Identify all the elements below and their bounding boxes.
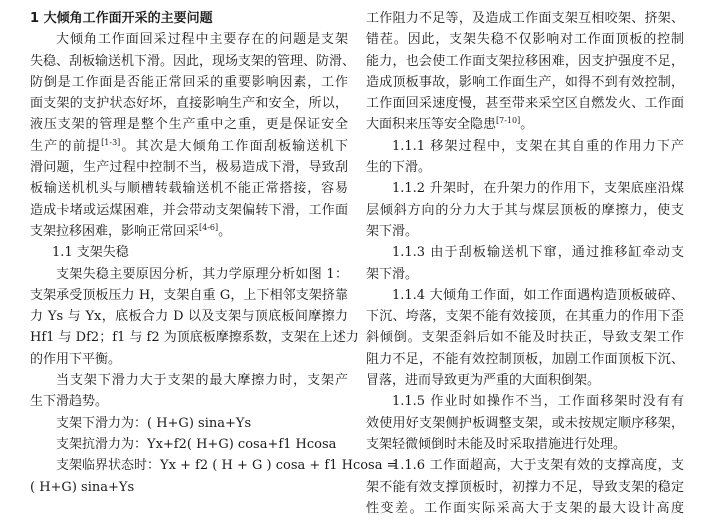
item-line: 1.1.5 作业时如操作不当，工作面移架时没有有 [392, 394, 684, 410]
right-column [366, 8, 684, 519]
paragraph-line: 造成顶板事故，影响工作面生产，如得不到有效控制， [366, 74, 684, 90]
text-run: 大面积来压等安全隐患 [366, 117, 497, 133]
paragraph-line: 液压支架的管理是整个生产重中之重，更是保证安全 [30, 117, 348, 133]
item-line: 冒落，进而导致更为严重的大面积倒架。 [366, 373, 601, 389]
item-line: 1.1.1 移架过程中，支架在其自重的作用力下产 [392, 138, 684, 154]
paragraph-line: 当支架下滑力大于支架的最大摩擦力时，支架产 [56, 373, 348, 389]
text-run: 。 [520, 117, 534, 133]
equation: 支架抗滑力为：Yx+f2( H+G) cosa+f1 Hcosa [56, 436, 337, 452]
item-line: 层倾斜方向的分力大于其与煤层顶板的摩擦力，使支 [366, 202, 684, 218]
item-line: 1.1.2 升架时，在升架力的作用下，支架底座沿煤 [392, 181, 684, 197]
item-line: 1.1.3 由于刮板输送机下窜，通过推移缸牵动支 [392, 245, 684, 261]
left-column [30, 8, 398, 498]
paragraph-line: 造成卡堵或运煤困难，并会带动支架偏转下滑，工作面 [30, 202, 348, 218]
item-line: 架下滑。 [366, 266, 419, 282]
item-line: 下沉、垮落，支架不能有效接顶，在其重力的作用下歪 [366, 309, 684, 325]
citation: [7-10] [496, 116, 521, 126]
text-run: 生产的前提 [30, 138, 102, 154]
paragraph-line: 大倾角工作面回采过程中主要存在的问题是支架 [56, 32, 348, 48]
text-run: 。其次是大倾角工作面刮板输送机下 [120, 138, 348, 154]
item-line: 1.1.6 工作面超高，大于支架有效的支撑高度，支 [392, 458, 684, 474]
text-run: 。 [218, 223, 232, 239]
item-line: 生的下滑。 [366, 160, 432, 176]
item-line: 架下滑。 [366, 223, 419, 239]
item-line: 效使用好支架侧护板调整支架，或未按规定顺序移架， [366, 415, 684, 431]
paragraph-line: 防倒是工作面是否能正常回采的重要影响因素，工作 [30, 74, 348, 90]
item-line: 1.1.4 大倾角工作面，如工作面遇构造顶板破碎、 [392, 287, 684, 303]
item-line: 阻力不足，不能有效控制顶板，加剧工作面顶板下沉、 [366, 351, 684, 367]
item-line: 斜倾倒。支架歪斜后如不能及时扶正，导致支架工作 [366, 330, 684, 346]
subsection-heading: 1.1 支架失稳 [52, 245, 129, 261]
paragraph-line: 错茬。因此，支架失稳不仅影响对工作面顶板的控制 [366, 32, 684, 48]
section-heading: 1 大倾角工作面开采的主要问题 [30, 11, 213, 26]
equation: 支架下滑力为：( H+G) sina+Ys [56, 415, 252, 431]
paragraph-line: 生下滑趋势。 [30, 394, 109, 410]
paragraph-line: 支架失稳主要原因分析，其力学原理分析如图 1： [56, 266, 348, 282]
item-line: 性变差。工作面实际采高大于支架的最大设计高度 [366, 500, 684, 516]
paragraph-line [30, 221, 348, 242]
citation: [4-6] [199, 222, 219, 232]
paragraph-line [366, 114, 684, 135]
paragraph-line: 能力，也会使工作面支架拉移困难，因支护强度不足， [366, 53, 684, 69]
paragraph-line [30, 136, 348, 157]
citation: [1-3] [101, 137, 121, 147]
paragraph-line: 面支架的支护状态好坏，直接影响生产和安全，所以， [30, 96, 348, 112]
paragraph-line: 的作用下平衡。 [30, 351, 122, 367]
paragraph-line: Hf1 与 Df2；f1 与 f2 为顶底板摩擦系数，支架在上述力 [30, 330, 359, 346]
paragraph-line: 滑问题，生产过程中控制不当，极易造成下滑，导致刮 [30, 160, 348, 176]
equation: ( H+G) sina+Ys [30, 479, 135, 495]
paragraph-line: 板输送机机头与顺槽转载输送机不能正常搭接，容易 [30, 181, 348, 197]
item-line: 架不能有效支撑顶板时，初撑力不足，导致支架的稳定 [366, 479, 684, 495]
paragraph-line: 失稳、刮板输送机下滑。因此，现场支架的管理、防滑、 [30, 53, 356, 69]
paragraph-line: 力 Ys 与 Yx，底板合力 D 以及支架与顶底板间摩擦力 [30, 309, 348, 325]
paragraph-line: 支架承受顶板压力 H，支架自重 G，上下相邻支架挤靠 [30, 287, 348, 303]
item-line: 支架轻微倾倒时未能及时采取措施进行处理。 [366, 436, 627, 452]
paragraph-line: 工作面回采速度慢，甚至带来采空区自燃发火、工作面 [366, 96, 684, 112]
equation: 支架临界状态时：Yx + f2 ( H + G ) cosa + f1 Hcosa = [56, 458, 398, 474]
text-run: 支架拉移困难，影响正常回采 [30, 223, 200, 239]
paragraph-line: 工作阻力不足等，及造成工作面支架互相咬架、挤架、 [366, 11, 684, 26]
